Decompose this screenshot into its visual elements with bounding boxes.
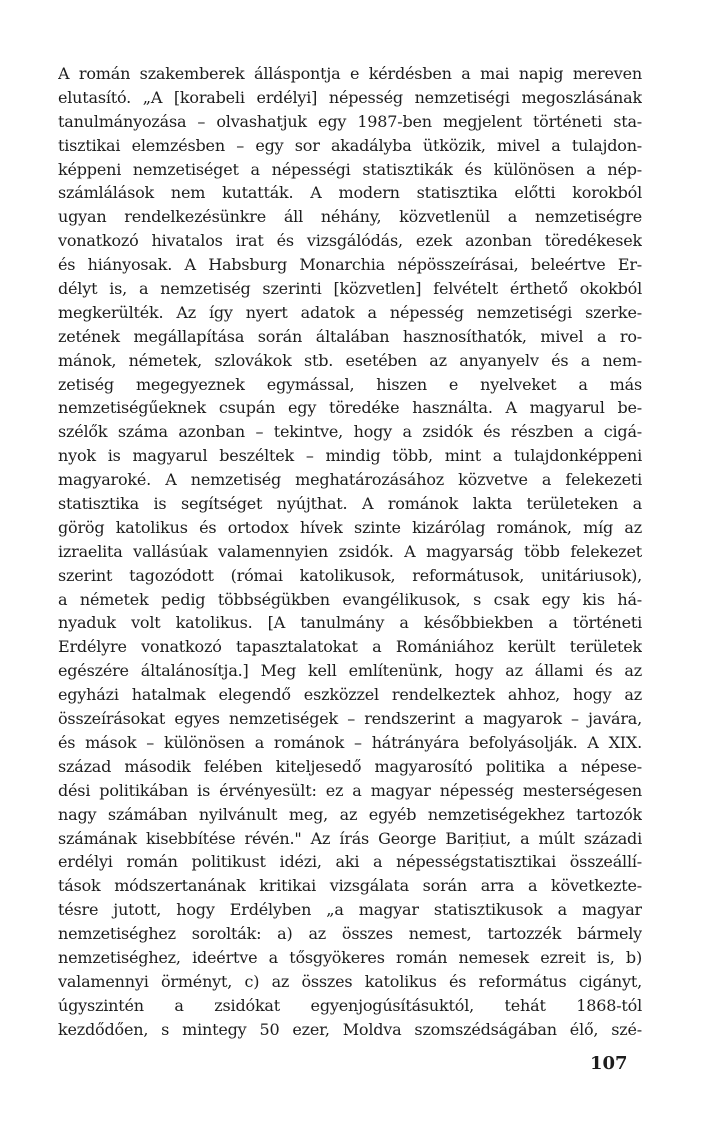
text-line: zetének megállapítása során általában hasznosíthatók, mivel a ro- [58,326,642,346]
text-line: erdélyi román politikust idézi, aki a népességstatisztikai összeállí- [58,852,642,872]
text-line: magyaroké. A nemzetiség meghatározásához közvetve a felekezeti [58,470,642,490]
text-line: század második felében kiteljesedő magyarosító politika a népese- [58,756,642,776]
text-line: ugyan rendelkezésünkre áll néhány, közvetlenül a nemzetiségre [58,207,642,227]
text-line: egyházi hatalmak elegendő eszközzel rendelkeztek ahhoz, hogy az [58,685,642,705]
text-line: délyt is, a nemzetiség szerinti [közvetlen] felvételt érthető okokból [58,279,642,299]
text-line: nemzetiséghez sorolták: a) az összes nemest, tartozzék bármely [58,924,642,944]
text-line: összeírásokat egyes nemzetiségek – rendszerint a magyarok – javára, [58,709,642,729]
text-line: nyaduk volt katolikus. [A tanulmány a későbbiekben a történeti [58,613,642,633]
text-line: elutasító. „A [korabeli erdélyi] népesség nemzetiségi megoszlásának [58,87,642,107]
body-text [58,62,642,1042]
text-line: tanulmányozása – olvashatjuk egy 1987-ben megjelent történeti sta- [58,111,642,131]
text-line: görög katolikus és ortodox hívek szinte kizárólag románok, míg az [58,517,642,537]
text-line: nyok is magyarul beszéltek – mindig több, mint a tulajdonképpeni [58,446,642,466]
text-line: képpeni nemzetiséget a népességi statisztikák és különösen a nép- [58,159,642,179]
text-line: tésre jutott, hogy Erdélyben „a magyar statisztikusok a magyar [58,900,642,920]
text-line: számának kisebbítése révén." Az írás George Barițiut, a múlt századi [58,828,642,848]
page-number: 107 [590,1053,628,1074]
text-line: a németek pedig többségükben evangélikusok, s csak egy kis há- [58,589,642,609]
text-line: számlálások nem kutatták. A modern statisztika előtti korokból [58,183,642,203]
text-line: mánok, németek, szlovákok stb. esetében az anyanyelv és a nem- [58,350,642,370]
text-line: izraelita vallásúak valamennyien zsidók. A magyarság több felekezet [58,541,642,561]
text-line: nemzetiséghez, ideértve a tősgyökeres román nemesek ezreit is, b) [58,947,642,967]
text-line: tások módszertanának kritikai vizsgálata során arra a következte- [58,876,642,896]
text-line: úgyszintén a zsidókat egyenjogúsításuktól, tehát 1868-tól [58,995,642,1015]
text-line: dési politikában is érvényesült: ez a magyar népesség mesterségesen [58,780,642,800]
text-line: tisztikai elemzésben – egy sor akadályba ütközik, mivel a tulajdon- [58,135,642,155]
text-line: A román szakemberek álláspontja e kérdésben a mai napig mereven [58,64,642,83]
text-line: egészére általánosítja.] Meg kell említenünk, hogy az állami és az [58,661,642,681]
text-line: szélők száma azonban – tekintve, hogy a zsidók és részben a cigá- [58,422,642,442]
text-line: nagy számában nyilvánult meg, az egyéb nemzetiségekhez tartozók [58,804,642,824]
text-line: statisztika is segítséget nyújthat. A románok lakta területeken a [58,494,642,514]
text-line: nemzetiségűeknek csupán egy töredéke használta. A magyarul be- [58,398,642,418]
text-line: megkerülték. Az így nyert adatok a népesség nemzetiségi szerke- [58,302,642,322]
text-line: és hiányosak. A Habsburg Monarchia népösszeírásai, beleértve Er- [58,255,642,275]
text-line: valamennyi örményt, c) az összes katolikus és református cigányt, [58,971,642,991]
text-line: vonatkozó hivatalos irat és vizsgálódás, ezek azonban töredékesek [58,231,642,251]
text-line: kezdődően, s mintegy 50 ezer, Moldva szomszédságában élő, szé- [58,1019,642,1039]
text-line: zetiség megegyeznek egymással, hiszen e nyelveket a más [58,374,642,394]
text-line: Erdélyre vonatkozó tapasztalatokat a Romániához került területek [58,637,642,657]
text-line: szerint tagozódott (római katolikusok, reformátusok, unitáriusok), [58,565,642,585]
text-line: és mások – különösen a románok – hátrányára befolyásolják. A XIX. [58,732,642,752]
